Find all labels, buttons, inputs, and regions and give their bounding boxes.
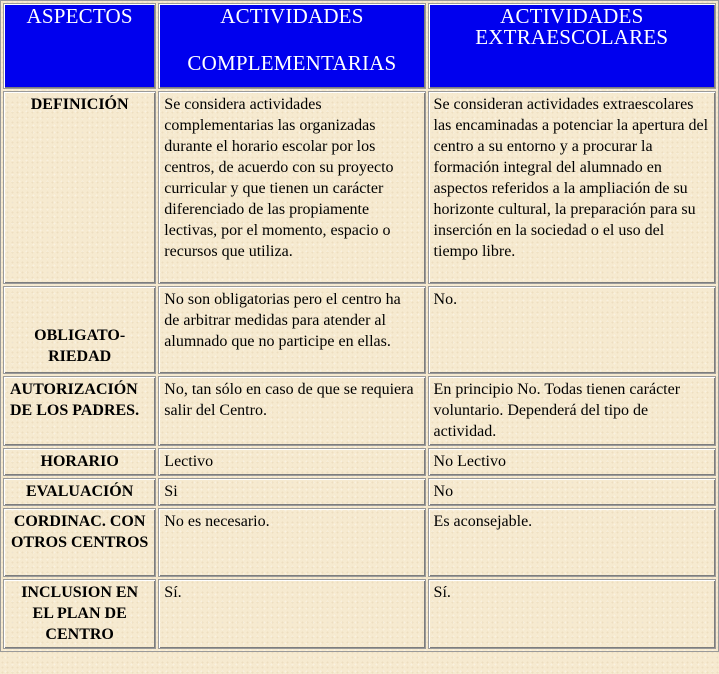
aspect-cell: CORDINAC. CON OTROS CENTROS bbox=[3, 508, 156, 577]
header-aspects: ASPECTOS bbox=[3, 3, 156, 89]
table-row-horario bbox=[3, 448, 716, 476]
header-complementary-line1: ACTIVIDADES bbox=[220, 4, 364, 28]
aspect-cell: AUTORIZACIÓN DE LOS PADRES. bbox=[3, 376, 156, 446]
table-row-autorizacion bbox=[3, 376, 716, 446]
extracurricular-cell: No Lectivo bbox=[428, 448, 716, 476]
extracurricular-cell: No. bbox=[428, 286, 716, 374]
table-row-definicion bbox=[3, 91, 716, 284]
extracurricular-cell: Sí. bbox=[428, 579, 716, 649]
complementary-cell: Se considera actividades complementarias las organizadas durante el horario escolar por los centros, de acuerdo con su proyecto curricular y que tienen un carácter diferenciado de las propiamente lectivas, por el momento, espacio o recursos que utiliza. bbox=[158, 91, 425, 284]
table-row-obligatoriedad bbox=[3, 286, 716, 374]
aspect-cell: INCLUSION EN EL PLAN DE CENTRO bbox=[3, 579, 156, 649]
aspect-cell: EVALUACIÓN bbox=[3, 478, 156, 506]
extracurricular-cell: No bbox=[428, 478, 716, 506]
extracurricular-cell: Es aconsejable. bbox=[428, 508, 716, 577]
header-extracurricular: ACTIVIDADES EXTRAESCOLARES bbox=[428, 3, 716, 89]
header-row bbox=[3, 3, 716, 89]
table-row-coordinacion bbox=[3, 508, 716, 577]
complementary-cell: Lectivo bbox=[158, 448, 425, 476]
aspect-cell: DEFINICIÓN bbox=[3, 91, 156, 284]
aspect-cell: OBLIGATO-RIEDAD bbox=[3, 286, 156, 374]
complementary-cell: No son obligatorias pero el centro ha de arbitrar medidas para atender al alumnado que no participe en ellas. bbox=[158, 286, 425, 374]
extracurricular-cell: En principio No. Todas tienen carácter voluntario. Dependerá del tipo de actividad. bbox=[428, 376, 716, 446]
header-complementary-line2: COMPLEMENTARIAS bbox=[187, 51, 397, 75]
complementary-cell: No, tan sólo en caso de que se requiera salir del Centro. bbox=[158, 376, 425, 446]
complementary-cell: Si bbox=[158, 478, 425, 506]
table-row-evaluacion bbox=[3, 478, 716, 506]
extracurricular-cell: Se consideran actividades extraescolares las encaminadas a potenciar la apertura del centro a su entorno y a procurar la formación integral del alumnado en aspectos referidos a la ampliación de su horizonte cultural, la preparación para su inserción en la sociedad o el uso del tiempo libre. bbox=[428, 91, 716, 284]
aspect-cell: HORARIO bbox=[3, 448, 156, 476]
header-complementary bbox=[158, 3, 425, 89]
complementary-cell: Sí. bbox=[158, 579, 425, 649]
complementary-cell: No es necesario. bbox=[158, 508, 425, 577]
table-row-inclusion bbox=[3, 579, 716, 649]
